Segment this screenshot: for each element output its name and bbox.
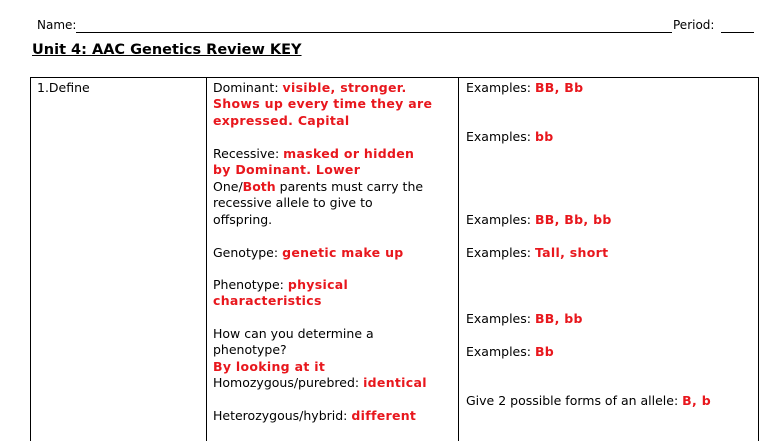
phenotype-definition	[213, 277, 348, 310]
recessive-label: Recessive:	[213, 146, 280, 161]
genotype-definition	[213, 245, 404, 261]
allele-label: Give 2 possible forms of an allele:	[466, 393, 679, 408]
example-answer: BB, Bb	[534, 80, 584, 95]
recessive-answer: masked or hidden	[283, 146, 415, 161]
allele-forms	[466, 393, 711, 409]
table-right-border	[758, 77, 759, 441]
page-title: Unit 4: AAC Genetics Review KEY	[32, 42, 302, 58]
determine-answer: By looking at it	[213, 358, 326, 374]
example-label: Examples:	[466, 80, 531, 95]
phenotype-answer: physical	[287, 277, 349, 292]
example-answer: BB, bb	[534, 311, 583, 326]
allele-answer: B, b	[682, 393, 711, 408]
example-answer: bb	[534, 129, 554, 144]
genotype-label: Genotype:	[213, 245, 279, 260]
column-divider-2	[458, 77, 459, 441]
example-label: Examples:	[466, 245, 531, 260]
parents-suffix: parents must carry the	[275, 178, 424, 194]
example-genotype	[466, 212, 612, 228]
heterozygous-label: Heterozygous/hybrid:	[213, 408, 348, 423]
example-answer: Bb	[534, 344, 555, 359]
table-top-border	[30, 77, 759, 78]
example-phenotype	[466, 245, 608, 261]
parents-line-3: offspring.	[213, 211, 273, 227]
example-answer: Tall, short	[534, 245, 609, 260]
row-label: 1.Define	[37, 80, 90, 95]
example-recessive	[466, 129, 553, 145]
table-left-border	[30, 77, 31, 441]
example-homozygous	[466, 311, 583, 327]
recessive-definition	[213, 146, 423, 228]
dominant-label: Dominant:	[213, 80, 279, 95]
determine-phenotype	[213, 326, 427, 392]
example-answer: BB, Bb, bb	[534, 212, 612, 227]
dominant-definition	[213, 80, 432, 129]
phenotype-label: Phenotype:	[213, 277, 284, 292]
example-label: Examples:	[466, 129, 531, 144]
name-label: Name:	[37, 18, 77, 32]
parents-answer: Both	[242, 178, 276, 194]
example-dominant	[466, 80, 583, 96]
dominant-answer-2: Shows up every time they are	[213, 96, 433, 112]
determine-question-2: phenotype?	[213, 342, 287, 358]
column-divider-1	[206, 77, 207, 441]
dominant-answer: visible, stronger.	[282, 80, 407, 95]
parents-prefix: One/	[213, 178, 243, 194]
heterozygous-answer: different	[351, 408, 417, 423]
genotype-answer: genetic make up	[282, 245, 404, 260]
homozygous-answer: identical	[363, 375, 427, 391]
parents-line-2: recessive allele to give to	[213, 195, 373, 211]
heterozygous-definition	[213, 408, 416, 424]
example-label: Examples:	[466, 311, 531, 326]
homozygous-label: Homozygous/purebred:	[213, 375, 360, 391]
recessive-answer-2: by Dominant. Lower	[213, 162, 361, 178]
dominant-answer-3: expressed. Capital	[213, 112, 350, 128]
example-heterozygous	[466, 344, 554, 360]
period-field-line[interactable]	[721, 32, 754, 33]
name-field-line[interactable]	[76, 32, 672, 33]
phenotype-answer-2: characteristics	[213, 293, 322, 309]
determine-question-1: How can you determine a	[213, 326, 374, 341]
example-label: Examples:	[466, 212, 531, 227]
example-label: Examples:	[466, 344, 531, 359]
period-label: Period:	[673, 18, 715, 32]
